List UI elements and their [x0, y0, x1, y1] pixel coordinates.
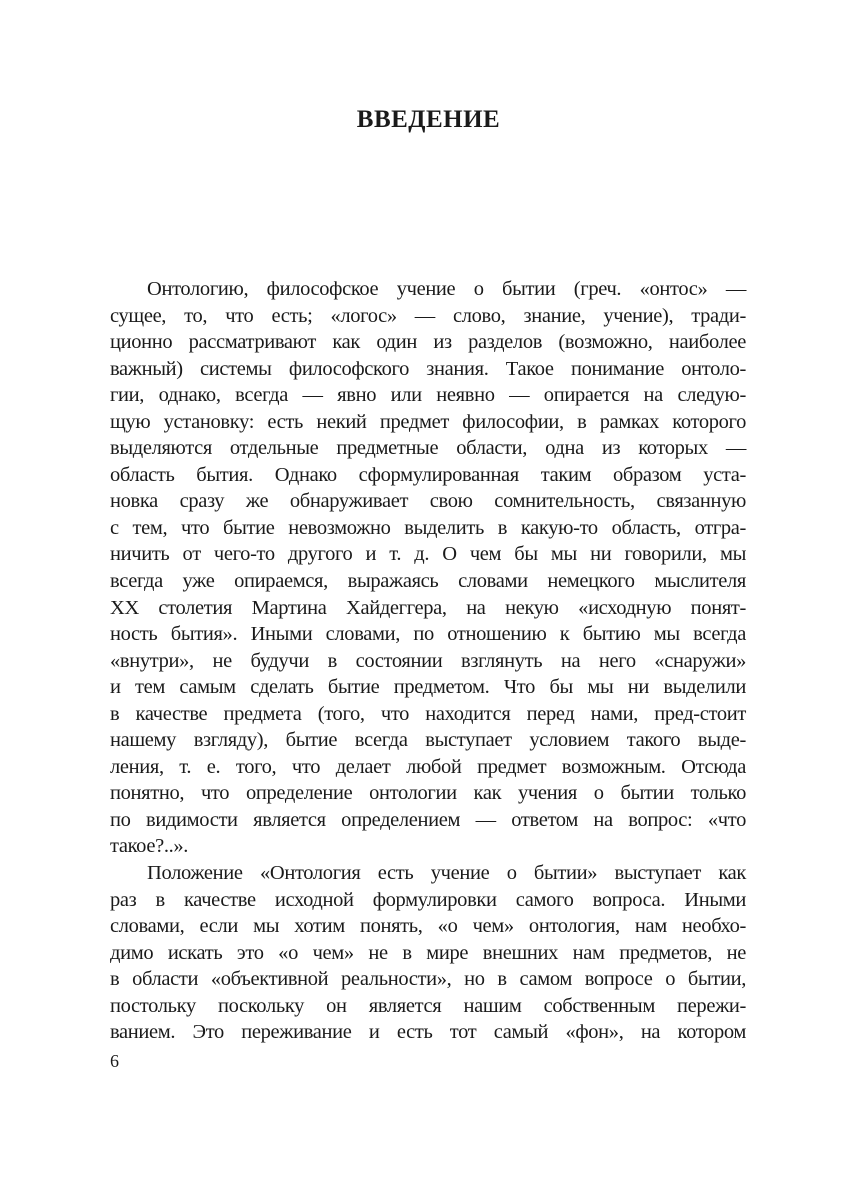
- text-line: ционно рассматривают как один из разделов (возможно, наиболее: [110, 331, 746, 354]
- paragraph: [110, 860, 746, 1046]
- text-line: постольку поскольку он является нашим собственным пережи-: [110, 994, 746, 1017]
- text-line: гии, однако, всегда — явно или неявно — опирается на следую-: [110, 384, 746, 407]
- text-line: в области «объективной реальности», но в самом вопросе о бытии,: [110, 968, 746, 991]
- text-line: XX столетия Мартина Хайдеггера, на некую «исходную понят-: [110, 596, 746, 619]
- text-line: «внутри», не будучи в состоянии взглянуть на него «снаружи»: [110, 649, 746, 672]
- text-line: ванием. Это переживание и есть тот самый «фон», на котором: [110, 1021, 746, 1044]
- text-line: область бытия. Однако сформулированная таким образом уста-: [110, 463, 746, 486]
- chapter-title: ВВЕДЕНИЕ: [356, 106, 501, 133]
- text-line: Онтологию, философское учение о бытии (греч. «онтос» —: [147, 278, 746, 300]
- paragraph: [110, 276, 746, 860]
- text-line: Положение «Онтология есть учение о бытии» выступает как: [147, 862, 746, 885]
- text-line: новка сразу же обнаруживает свою сомнительность, связанную: [110, 490, 746, 513]
- text-line: и тем самым сделать бытие предметом. Что бы мы ни выделили: [110, 676, 746, 699]
- text-line: всегда уже опираемся, выражаясь словами немецкого мыслителя: [110, 570, 746, 593]
- text-line: словами, если мы хотим понять, «о чем» онтология, нам необхо-: [110, 915, 746, 938]
- text-line: ничить от чего-то другого и т. д. О чем бы мы ни говорили, мы: [110, 543, 746, 566]
- text-line: важный) системы философского знания. Такое понимание онтоло-: [110, 357, 746, 380]
- text-line: сущее, то, что есть; «логос» — слово, знание, учение), тради-: [110, 304, 746, 327]
- text-line: по видимости является определением — ответом на вопрос: «что: [110, 808, 746, 831]
- text-line: димо искать это «о чем» не в мире внешних нам предметов, не: [110, 941, 746, 964]
- page-number: 6: [110, 1051, 119, 1071]
- text-line: с тем, что бытие невозможно выделить в какую-то область, отгра-: [110, 516, 746, 539]
- text-line: выделяются отдельные предметные области, одна из которых —: [110, 437, 746, 460]
- text-line: такое?..».: [110, 835, 189, 858]
- text-line: понятно, что определение онтологии как учения о бытии только: [110, 782, 746, 805]
- text-line: нашему взгляду), бытие всегда выступает условием такого выде-: [110, 729, 746, 752]
- text-line: щую установку: есть некий предмет философии, в рамках которого: [110, 410, 746, 433]
- text-line: в качестве предмета (того, что находится перед нами, пред-стоит: [110, 702, 746, 725]
- text-line: ность бытия». Иными словами, по отношению к бытию мы всегда: [110, 623, 746, 646]
- text-line: раз в качестве исходной формулировки самого вопроса. Иными: [110, 888, 746, 911]
- text-line: ления, т. е. того, что делает любой предмет возможным. Отсюда: [110, 755, 746, 778]
- body-text: [110, 276, 746, 1046]
